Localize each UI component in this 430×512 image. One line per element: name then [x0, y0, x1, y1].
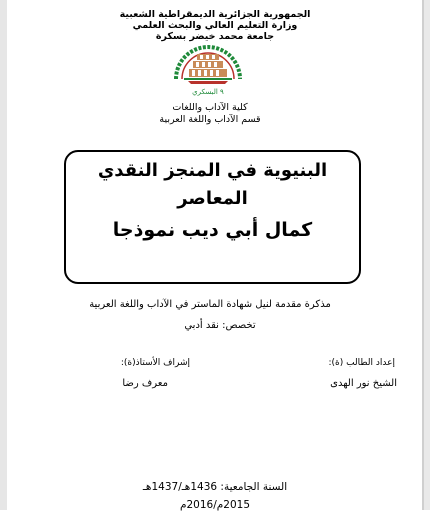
institution-header — [100, 9, 330, 42]
thesis-title-box — [64, 150, 361, 284]
scan-border-right — [422, 0, 430, 510]
thesis-title-line-1: البنيوية في المنجز النقدي — [97, 160, 328, 181]
student-name: الشيخ نور الهدى — [330, 378, 397, 389]
supervisor-name: معرف رضا — [122, 378, 168, 389]
scan-border-left — [0, 0, 7, 510]
faculty-name: كلية الآداب واللغات — [172, 102, 248, 113]
academic-year-hijri: السنة الجامعية: 1436هـ/1437هـ — [142, 481, 288, 493]
memo-description: مذكرة مقدمة لنيل شهادة الماستر في الآداب واللغة العربية — [89, 299, 331, 310]
university-logo — [170, 43, 246, 97]
thesis-subtitle: كمال أبي ديب نموذجا — [112, 219, 313, 241]
logo-caption: ٩ البسكري — [192, 88, 224, 96]
supervisor-label: إشراف الأستاذ(ة): — [120, 358, 190, 368]
ministry-name: وزارة التعليم العالي والبحث العلمي — [132, 20, 298, 31]
faculty-block — [120, 102, 300, 125]
academic-year-gregorian: 2015م/2016م — [179, 499, 251, 511]
student-label: إعداد الطالب (ة): — [328, 358, 395, 368]
university-name: جامعة محمد خيضر بسكرة — [155, 31, 275, 42]
specialty: تخصص: نقد أدبي — [184, 320, 256, 331]
department-name: قسم الآداب واللغة العربية — [159, 113, 261, 125]
republic-name: الجمهورية الجزائرية الديمقراطية الشعبية — [119, 9, 311, 20]
thesis-title-line-2: المعاصر — [177, 188, 248, 209]
